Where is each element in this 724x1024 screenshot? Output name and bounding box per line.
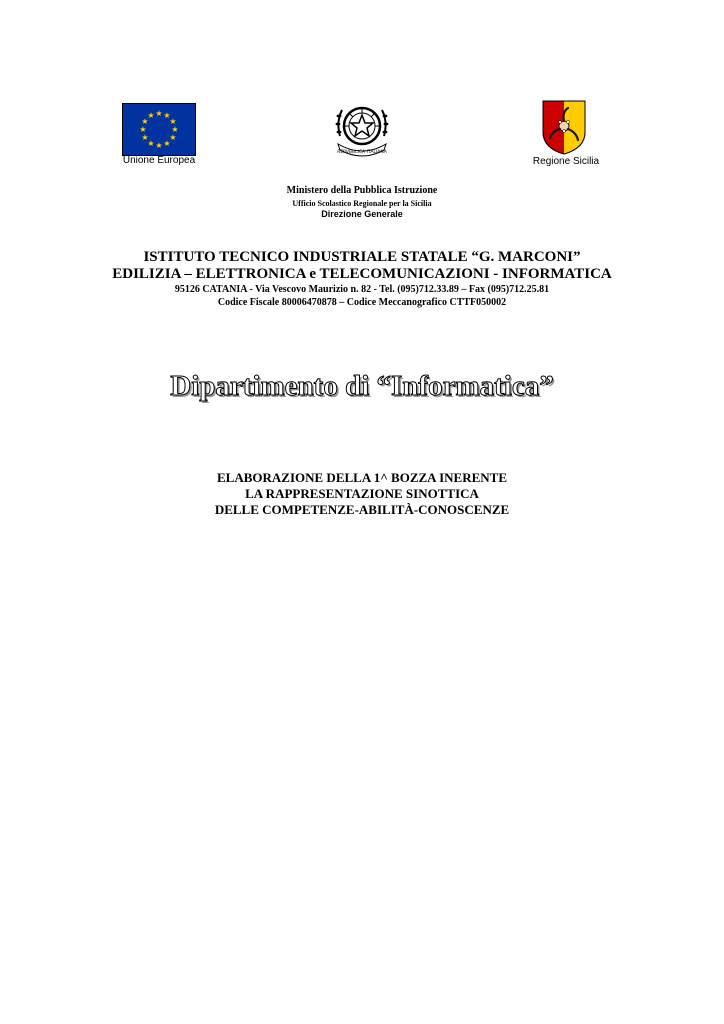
regional-office: Ufficio Scolastico Regionale per la Sicilia (292, 199, 432, 208)
svg-text:★: ★ (141, 133, 149, 142)
svg-text:★: ★ (139, 125, 147, 134)
svg-text:★: ★ (163, 139, 171, 148)
svg-text:★: ★ (169, 133, 177, 142)
svg-text:★: ★ (169, 117, 177, 126)
sicily-caption: Regione Sicilia (532, 156, 600, 167)
ministry-name: Ministero della Pubblica Istruzione (286, 185, 438, 196)
svg-text:★: ★ (147, 111, 155, 120)
subject-line-2: LA RAPPRESENTAZIONE SINOTTICA (245, 486, 479, 501)
institute-codes: Codice Fiscale 80006470878 – Codice Meccanografico CTTF050002 (217, 297, 507, 308)
department-title: Dipartimento di “Informatica” (170, 370, 554, 402)
svg-text:★: ★ (163, 111, 171, 120)
svg-text:★: ★ (147, 139, 155, 148)
emblem-star-icon (330, 96, 394, 164)
general-directorate: Direzione Generale (321, 209, 403, 219)
subject-line-3: DELLE COMPETENZE-ABILITÀ-CONOSCENZE (214, 502, 510, 517)
svg-text:★: ★ (171, 125, 179, 134)
svg-text:★: ★ (155, 141, 163, 150)
eu-stars-icon (123, 104, 195, 155)
emblem-ribbon-text: REPVBBLICA ITALIANA (337, 150, 387, 155)
italian-republic-emblem (330, 96, 394, 164)
trinacria-icon (542, 100, 586, 155)
eu-caption: Unione Europea (122, 155, 196, 166)
eu-flag-logo (122, 103, 196, 156)
svg-text:★: ★ (155, 109, 163, 118)
institute-name: ISTITUTO TECNICO INDUSTRIALE STATALE “G. MARCONI” (143, 249, 581, 265)
subject-line-1: ELABORAZIONE DELLA 1^ BOZZA INERENTE (216, 470, 508, 485)
institute-branches: EDILIZIA – ELETTRONICA e TELECOMUNICAZIONI - INFORMATICA (112, 266, 612, 282)
svg-text:★: ★ (141, 117, 149, 126)
sicily-region-logo (542, 100, 586, 155)
institute-address: 95126 CATANIA - Via Vescovo Maurizio n. 82 - Tel. (095)712.33.89 – Fax (095)712.25.81 (174, 284, 550, 295)
